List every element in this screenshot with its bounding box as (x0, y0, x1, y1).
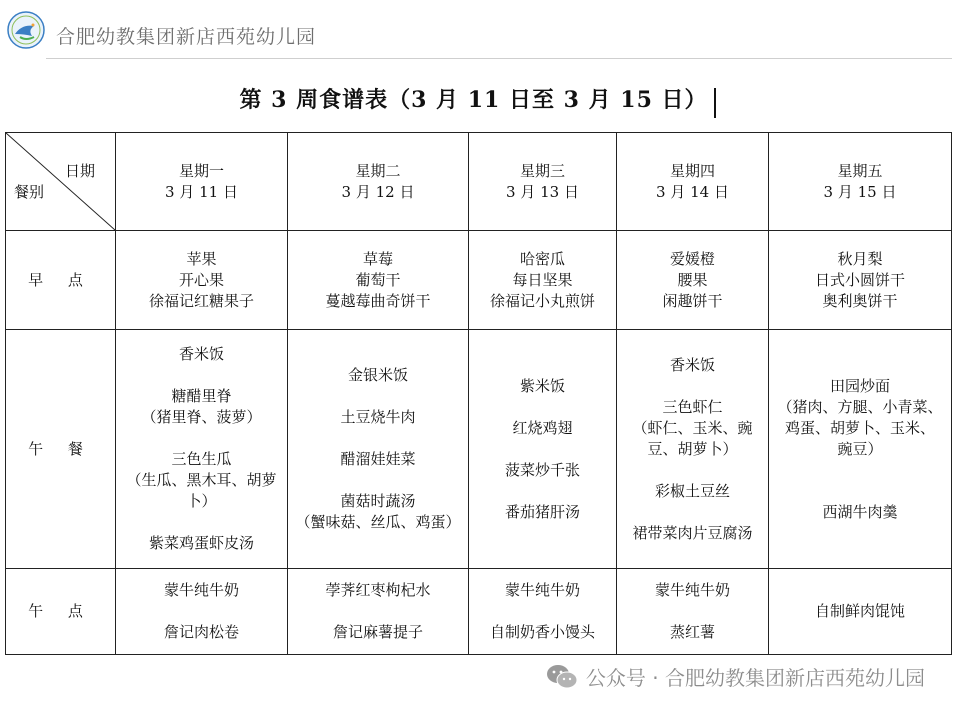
wechat-watermark (546, 662, 925, 691)
menu-cell (288, 569, 469, 655)
date: 3 月 15 日 (823, 182, 897, 201)
meal-label-afternoon: 午 点 (6, 569, 116, 655)
menu-cell (769, 330, 952, 569)
dish-item: 蒸红薯 (669, 623, 715, 641)
dish-item: 徐福记红糖果子 (148, 291, 254, 310)
dish-item: 奥利奥饼干 (822, 291, 898, 310)
menu-table (5, 132, 952, 655)
menu-cell (769, 569, 952, 655)
dish-item: 蔓越莓曲奇饼干 (325, 291, 431, 310)
dish-item: 蒙牛纯牛奶 (654, 581, 730, 599)
day-header (288, 133, 469, 231)
menu-cell (116, 330, 288, 569)
spacer (473, 481, 612, 502)
menu-cell (617, 231, 769, 330)
weekday: 星期四 (669, 161, 715, 180)
spacer (120, 512, 283, 533)
spacer (621, 460, 764, 481)
menu-cell (617, 330, 769, 569)
table-header-row (6, 133, 952, 231)
dish-item: 闲趣饼干 (662, 291, 723, 310)
date: 3 月 11 日 (165, 182, 238, 201)
dish-item: 紫菜鸡蛋虾皮汤 (148, 534, 254, 552)
dish-item: 菌菇时蔬汤 (340, 492, 416, 510)
weekday: 星期二 (355, 161, 401, 180)
dish-item: 草莓 (362, 249, 393, 268)
dish-item: 开心果 (178, 270, 224, 289)
spacer (773, 460, 947, 481)
dish-item: 土豆烧牛肉 (340, 408, 416, 426)
dish-item: 红烧鸡翅 (512, 418, 573, 437)
weekday: 星期五 (837, 161, 883, 180)
dish-item: 豆、胡萝卜） (647, 439, 738, 458)
dish-item: （虾仁、玉米、豌 (632, 418, 753, 437)
dish-item: 裙带菜肉片豆腐汤 (632, 523, 753, 542)
wechat-icon (546, 663, 578, 691)
dish-item: 豌豆） (837, 439, 883, 458)
dish-item: （猪肉、方腿、小青菜、 (777, 397, 943, 416)
menu-cell (116, 231, 288, 330)
spacer (120, 365, 283, 386)
dish-item: 番茄猪肝汤 (504, 502, 580, 521)
text-cursor (714, 88, 716, 118)
morning-row (6, 231, 952, 330)
title-row (0, 83, 955, 118)
menu-cell (617, 569, 769, 655)
dish-item: 秋月梨 (837, 249, 883, 268)
dish-item: 彩椒土豆丝 (654, 481, 730, 500)
meal-label-morning: 早 点 (6, 231, 116, 330)
day-header (469, 133, 617, 231)
school-logo-icon (6, 10, 46, 50)
weekday: 星期三 (519, 161, 565, 180)
dish-item: 日式小圆饼干 (814, 270, 905, 289)
afternoon-row (6, 569, 952, 655)
menu-cell (469, 569, 617, 655)
spacer (292, 470, 464, 491)
dish-item: 田园炒面 (829, 376, 890, 395)
dish-item: 醋溜娃娃菜 (340, 450, 416, 468)
dish-item: 蒙牛纯牛奶 (504, 581, 580, 599)
dish-item: （生瓜、黑木耳、胡萝 (126, 471, 277, 489)
dish-item: 詹记肉松卷 (163, 623, 239, 641)
dish-item: 自制鲜肉馄饨 (814, 602, 905, 620)
menu-cell (469, 330, 617, 569)
spacer (473, 439, 612, 460)
dish-item: 荸荠红枣枸杞水 (325, 581, 431, 599)
date: 3 月 13 日 (506, 182, 579, 201)
spacer (621, 502, 764, 523)
dish-item: 爱媛橙 (669, 249, 715, 268)
spacer (292, 601, 464, 622)
dish-item: 腰果 (677, 270, 708, 289)
date: 3 月 14 日 (656, 182, 729, 201)
dish-item: 香米饭 (669, 355, 715, 374)
dish-item: 西湖牛肉羹 (822, 502, 898, 521)
spacer (473, 601, 612, 622)
dish-item: 香米饭 (178, 345, 224, 363)
dish-item: 哈密瓜 (519, 249, 565, 268)
header-divider (46, 58, 952, 59)
dish-item: 紫米饭 (519, 376, 565, 395)
dish-item: （猪里脊、菠萝） (141, 408, 262, 426)
dish-item: 自制奶香小馒头 (489, 623, 595, 641)
menu-cell (116, 569, 288, 655)
menu-cell (288, 330, 469, 569)
menu-cell (469, 231, 617, 330)
corner-date-label: 日期 (64, 162, 95, 180)
spacer (621, 376, 764, 397)
dish-item: 鸡蛋、胡萝卜、玉米、 (784, 418, 935, 437)
page-title: 第 3 周食谱表（3 月 11 日至 3 月 15 日） (239, 87, 708, 113)
spacer (292, 428, 464, 449)
dish-item: 詹记麻薯提子 (332, 623, 423, 641)
day-header (617, 133, 769, 231)
lunch-row (6, 330, 952, 569)
dish-item: （蟹味菇、丝瓜、鸡蛋） (295, 513, 461, 531)
date: 3 月 12 日 (341, 182, 415, 201)
org-name: 合肥幼教集团新店西苑幼儿园 (56, 25, 317, 48)
dish-item: 苹果 (186, 249, 217, 268)
page-header (6, 10, 316, 50)
spacer (773, 481, 947, 502)
dish-item: 三色虾仁 (662, 397, 723, 416)
day-header (769, 133, 952, 231)
dish-item: 三色生瓜 (171, 450, 232, 468)
dish-item: 每日坚果 (512, 270, 573, 289)
spacer (473, 397, 612, 418)
dish-item: 金银米饭 (347, 366, 408, 384)
corner-meal-label: 餐别 (14, 183, 45, 201)
day-header (116, 133, 288, 231)
dish-item: 蒙牛纯牛奶 (163, 581, 239, 599)
watermark-text: 公众号 · 合肥幼教集团新店西苑幼儿园 (585, 666, 925, 690)
spacer (120, 428, 283, 449)
dish-item: 徐福记小丸煎饼 (489, 291, 595, 310)
dish-item: 菠菜炒千张 (504, 460, 580, 479)
menu-cell (769, 231, 952, 330)
dish-item: 糖醋里脊 (171, 387, 232, 405)
spacer (120, 601, 283, 622)
menu-cell (288, 231, 469, 330)
spacer (292, 386, 464, 407)
dish-item: 卜） (186, 492, 217, 510)
meal-label-lunch: 午 餐 (6, 330, 116, 569)
spacer (621, 601, 764, 622)
dish-item: 葡萄干 (355, 270, 401, 289)
weekday: 星期一 (178, 161, 224, 180)
corner-cell (6, 133, 116, 231)
